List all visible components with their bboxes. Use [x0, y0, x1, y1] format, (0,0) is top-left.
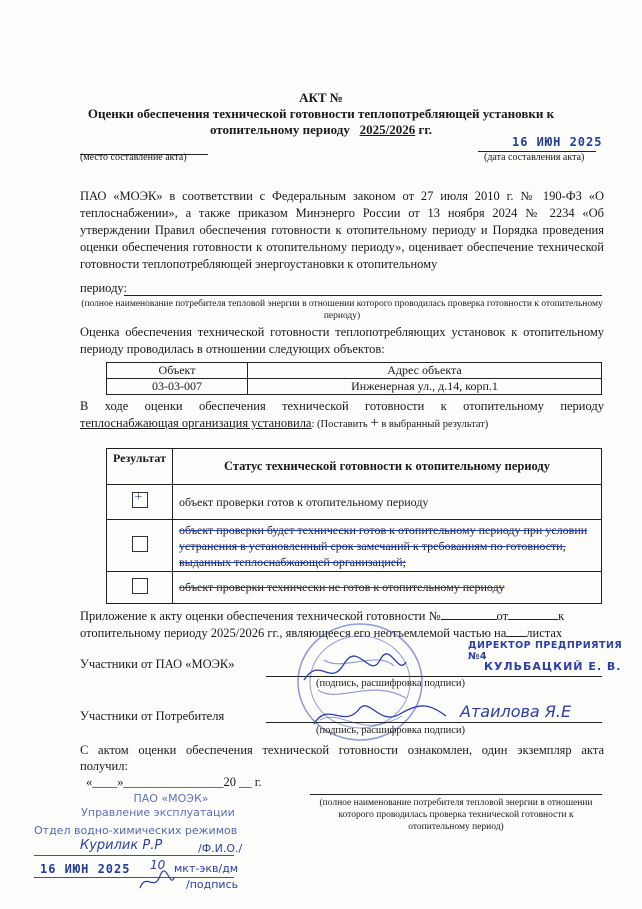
intro-period-label: периоду:	[80, 281, 127, 295]
status-col-header: Статус технической готовности к отопительному периоду	[173, 449, 602, 485]
appendix-sheets: листах	[526, 626, 563, 640]
plus-mark: +	[134, 490, 143, 505]
result-checkbox-not-ready[interactable]	[132, 578, 148, 594]
appendix-sheets-blank	[506, 624, 526, 637]
act-number-title: АКТ №	[299, 90, 343, 105]
table-row	[107, 520, 602, 572]
result-mark-cell	[107, 520, 173, 572]
appendix-to: к	[558, 609, 565, 623]
established-line2	[80, 415, 604, 433]
result-header-row	[107, 449, 602, 485]
bottom-stamp-sign-label: /подпись	[186, 878, 239, 891]
consumer-signature-icon	[310, 696, 450, 736]
place-caption: (место составление акта)	[80, 152, 187, 163]
table-row	[107, 572, 602, 604]
consumer-ack-caption: (полное наименование потребителя тепловой энергии в отношении которого проводилась проверка технической готовности к отопительному период)	[319, 798, 593, 832]
objects-table	[106, 362, 602, 395]
consumer-sign-caption: (подпись, расшифровка подписи)	[316, 725, 466, 736]
appendix-from: от	[496, 609, 509, 623]
table-row	[107, 485, 602, 520]
bottom-stamp-name-line	[34, 855, 234, 856]
result-text-ready: объект проверки готов к отопительному периоду	[173, 485, 602, 520]
result-text-not-ready: объект проверки технически не готов к отопительному периоду	[173, 572, 602, 604]
instruction-tail: в выбранный результат)	[378, 419, 489, 430]
result-mark-cell	[107, 572, 173, 604]
objects-header-row	[107, 363, 602, 379]
objects-intro: Оценка обеспечения технической готовности теплопотребляющих установок к отопительному периоду проводилась в отношении следующих объектов:	[80, 325, 604, 356]
bottom-stamp-date: 16 ИЮН 2025	[40, 862, 131, 876]
result-checkbox-conditional[interactable]	[132, 536, 148, 552]
act-title-season: 2025/2026	[359, 122, 416, 137]
bottom-stamp-code-value: 10	[150, 858, 166, 872]
participants-moek-label: Участники от ПАО «МОЭК»	[80, 657, 235, 671]
moek-sign-caption: (подпись, расшифровка подписи)	[316, 678, 466, 689]
act-title-suffix: гг.	[415, 122, 433, 137]
date-stamp: 16 ИЮН 2025	[512, 135, 603, 149]
bottom-stamp-code-label: мкт-экв/дм	[174, 862, 239, 875]
bottom-stamp-fio: /Ф.И.О./	[198, 842, 243, 855]
appendix-number-blank	[441, 607, 497, 620]
object-address: Инженерная ул., д.14, корп.1	[248, 379, 602, 395]
director-stamp-name: КУЛЬБАЦКИЙ Е. В.	[484, 660, 622, 673]
appendix-text: Приложение к акту оценки обеспечения технической готовности №	[80, 609, 441, 623]
result-text-conditional: объект проверки будет технически готов к отопительному периоду при условии устранения в установленный срок замечаний к требованиям по готовности, выданных теплоснабжающей организацией;	[173, 520, 602, 572]
director-stamp-title: ДИРЕКТОР ПРЕДПРИЯТИЯ №4	[468, 640, 623, 662]
result-col-header: Результат	[107, 449, 173, 485]
objects-header-address: Адрес объекта	[248, 363, 602, 379]
consumer-ack-line	[310, 794, 602, 795]
date-caption: (дата составления акта)	[484, 152, 585, 163]
bottom-stamp-name: Курилик Р.Р	[80, 838, 163, 853]
result-mark-cell	[107, 485, 173, 520]
moek-signature-icon	[300, 650, 410, 690]
consumer-caption: (полное наименование потребителя тепловой энергии в отношении которого проводилась проверка готовности к отопительному периоду)	[81, 299, 603, 321]
appendix-date-blank	[508, 607, 558, 620]
object-code: 03-03-007	[107, 379, 248, 395]
intro-paragraph: ПАО «МОЭК» в соответствии с Федеральным законом от 27 июля 2010 г. № 190-ФЗ «О теплоснабжении», а также приказом Минэнерго России от 13 ноября 2024 № 2234 «Об утверждении Правил обеспечения готовности к отопительному периоду и Порядка проведения оценки обеспечения готовности к отопительному периоду», оценивает обеспечение технической готовности теплопотребляющей энергоустановки к отопительному	[80, 189, 604, 271]
instruction-text: : (Поставить	[311, 419, 371, 430]
consumer-name-line	[124, 295, 602, 296]
objects-header-object: Объект	[107, 363, 248, 379]
established-line1: В ходе оценки обеспечения технической готовности к отопительному периоду	[80, 399, 604, 413]
result-table	[106, 448, 602, 604]
act-title-period-text: отопительному периоду	[209, 122, 350, 137]
bottom-stamp-dept: Управление эксплуатации	[81, 806, 235, 819]
bottom-stamp-org: ПАО «МОЭК»	[133, 792, 209, 805]
bottom-stamp-division: Отдел водно-химических режимов	[34, 824, 238, 837]
acquainted-date-line: «____»________________20 __ г.	[86, 775, 262, 789]
consumer-signature-text: Атаилова Я.Е	[460, 702, 572, 721]
act-title-line: Оценки обеспечения технической готовности теплопотребляющей установки к	[87, 106, 555, 121]
table-row	[107, 379, 602, 395]
plus-sign: +	[370, 415, 379, 431]
appendix-text2: отопительному периоду 2025/2026 гг., являющееся его неотъемлемой частью на	[80, 626, 507, 640]
tso-label: теплоснабжающая организация установила	[80, 416, 312, 430]
acquainted-received: получил:	[80, 759, 128, 773]
bottom-stamp-signature-icon	[136, 870, 176, 894]
acquainted-text: С актом оценки обеспечения технической готовности ознакомлен, один экземпляр акта	[80, 743, 604, 757]
result-checkbox-ready[interactable]	[132, 492, 148, 508]
participants-consumer-label: Участники от Потребителя	[80, 709, 225, 723]
